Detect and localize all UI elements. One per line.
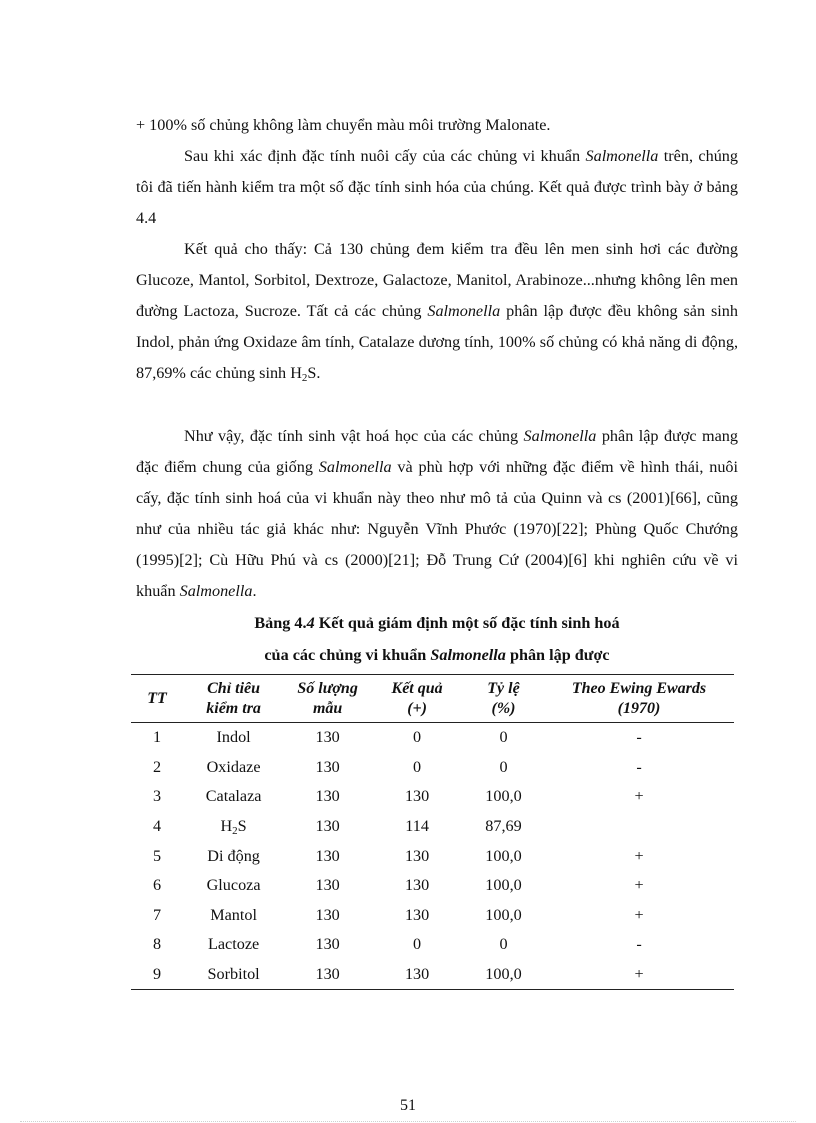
header-sample-count: Số lượng mẫu bbox=[284, 675, 371, 723]
subscript: 2 bbox=[301, 372, 308, 384]
cell-positive: 130 bbox=[404, 787, 430, 806]
cell-criteria: $H_2S$ bbox=[220, 817, 247, 838]
paragraph-results bbox=[136, 234, 738, 389]
table-row bbox=[131, 930, 734, 960]
cell-criteria: Catalaza bbox=[205, 787, 262, 806]
paragraph-text: S. bbox=[307, 364, 321, 382]
paragraph-conclusion bbox=[136, 421, 738, 607]
cell-rate: 100,0 bbox=[485, 846, 522, 865]
cell-reference: + bbox=[634, 876, 644, 895]
cell-rate: 0 bbox=[499, 757, 508, 776]
table-caption-line2 bbox=[136, 640, 738, 671]
genus-name: Salmonella bbox=[427, 302, 501, 320]
cell-tt: 2 bbox=[153, 757, 162, 776]
biochemical-results-table bbox=[131, 674, 734, 990]
cell-reference: + bbox=[634, 787, 644, 806]
cell-criteria: Sorbitol bbox=[183, 960, 284, 990]
genus-name: Salmonella bbox=[523, 427, 597, 445]
table-row bbox=[131, 812, 734, 842]
cell-tt: 9 bbox=[131, 960, 183, 990]
caption-text: của các chủng vi khuẩn bbox=[264, 646, 431, 664]
cell-tt: 5 bbox=[153, 846, 162, 865]
cell-rate: 100,0 bbox=[485, 787, 522, 806]
cell-tt: 8 bbox=[153, 935, 162, 954]
paragraph-text: phân lập được đều không sản sinh Indol, phản ứng Oxidaze âm tính, Catalaze dương tính, 100% số chủng có khả năng di động, 87,69% các chủng sinh H bbox=[136, 302, 738, 382]
genus-name: Salmonella bbox=[179, 582, 253, 600]
cell-rate: 0 bbox=[499, 935, 508, 954]
cell-reference bbox=[544, 812, 734, 842]
paragraph-text: Kết quả cho thấy: Cả 130 chủng đem kiểm tra đều lên men sinh hơi các đường Glucoze, Mantol, Sorbitol, Dextroze, Galactoze, Manitol, Arabinoze...nhưng không lên men đường Lactoza, Sucroze. Tất cả các chủng bbox=[136, 240, 738, 320]
cell-reference: - bbox=[636, 935, 642, 954]
cell-samples: 130 bbox=[315, 728, 340, 747]
cell-samples: 130 bbox=[315, 787, 340, 806]
paragraph-text: . bbox=[252, 582, 257, 600]
cell-samples: 130 bbox=[284, 960, 371, 990]
subscript: 2 bbox=[232, 825, 238, 838]
cell-tt: 1 bbox=[153, 728, 162, 747]
header-positive-result: Kết quả (+) bbox=[371, 675, 463, 723]
table-row bbox=[131, 901, 734, 931]
page-number: 51 bbox=[400, 1097, 416, 1114]
header-criteria: Chỉ tiêu kiểm tra bbox=[183, 675, 284, 723]
cell-rate: 87,69 bbox=[485, 817, 522, 836]
genus-name: Salmonella bbox=[430, 646, 506, 664]
cell-positive: 0 bbox=[413, 757, 422, 776]
table-row bbox=[131, 960, 734, 990]
table-row bbox=[131, 841, 734, 871]
paragraph-text: trên, chúng tôi đã tiến hành kiểm tra một số đặc tính sinh hóa của chúng. Kết quả được trình bày ở bảng 4.4 bbox=[136, 147, 738, 227]
caption-text: phân lập được bbox=[505, 646, 610, 664]
paragraph-malonate bbox=[136, 110, 738, 141]
paragraph-intro-biochem bbox=[136, 141, 738, 234]
cell-rate: 100,0 bbox=[463, 960, 544, 990]
cell-positive: 130 bbox=[371, 960, 463, 990]
cell-samples: 130 bbox=[315, 876, 340, 895]
cell-positive: 130 bbox=[404, 876, 430, 895]
header-tt: TT bbox=[131, 675, 183, 723]
genus-name: Salmonella bbox=[585, 147, 659, 165]
caption-table-number: 4 bbox=[306, 614, 315, 632]
caption-text: Kết quả giám định một số đặc tính sinh hoá bbox=[314, 614, 620, 632]
cell-criteria: Indol bbox=[216, 728, 251, 747]
paragraph-text: Sau khi xác định đặc tính nuôi cấy của các chủng vi khuẩn bbox=[184, 147, 586, 165]
table-row bbox=[131, 753, 734, 783]
table-row bbox=[131, 723, 734, 753]
header-reference: Theo Ewing Ewards (1970) bbox=[544, 675, 734, 723]
cell-samples: 130 bbox=[315, 817, 340, 836]
table-row bbox=[131, 782, 734, 812]
cell-reference: - bbox=[636, 757, 642, 776]
cell-reference: + bbox=[544, 960, 734, 990]
paragraph-text: + 100% số chủng không làm chuyển màu môi trường Malonate. bbox=[136, 116, 551, 134]
genus-name: Salmonella bbox=[318, 458, 392, 476]
cell-positive: 0 bbox=[413, 728, 422, 747]
cell-criteria: Lactoze bbox=[207, 935, 260, 954]
cell-samples: 130 bbox=[315, 935, 340, 954]
cell-samples: 130 bbox=[315, 846, 340, 865]
table-caption-line1 bbox=[136, 608, 738, 639]
table-header-row bbox=[131, 675, 734, 723]
cell-rate: 100,0 bbox=[485, 876, 522, 895]
cell-reference: + bbox=[634, 905, 644, 924]
cell-samples: 130 bbox=[315, 905, 340, 924]
cell-tt: 3 bbox=[153, 787, 162, 806]
header-rate: Tỷ lệ (%) bbox=[463, 675, 544, 723]
cell-tt: 4 bbox=[153, 817, 162, 836]
cell-rate: 100,0 bbox=[485, 905, 522, 924]
cell-criteria: Mantol bbox=[210, 905, 257, 924]
paragraph-text: Như vậy, đặc tính sinh vật hoá học của các chủng bbox=[184, 427, 524, 445]
paragraph-text: phân lập được mang đặc điểm chung của giống bbox=[136, 427, 738, 476]
cell-rate: 0 bbox=[499, 728, 508, 747]
caption-text: Bảng 4. bbox=[254, 614, 307, 632]
cell-criteria: Glucoza bbox=[206, 876, 261, 895]
paragraph-text: và phù hợp với những đặc điểm về hình thái, nuôi cấy, đặc tính sinh hoá của vi khuẩn này theo như mô tả của Quinn và cs (2001)[66], cũng như của nhiều tác giả khác như: Nguyễn Vĩnh Phước (1970)[22]; Phùng Quốc Chướng (1995)[2]; Cù Hữu Phú và cs (2000)[21]; Đỗ Trung Cứ (2004)[6] khi nghiên cứu về vi khuẩn bbox=[136, 458, 739, 600]
cell-criteria: Oxidaze bbox=[206, 757, 261, 776]
cell-positive: 0 bbox=[413, 935, 422, 954]
cell-reference: + bbox=[634, 846, 644, 865]
cell-positive: 130 bbox=[404, 846, 430, 865]
table-row bbox=[131, 871, 734, 901]
cell-samples: 130 bbox=[315, 757, 340, 776]
cell-criteria: Di động bbox=[207, 846, 260, 865]
cell-positive: 114 bbox=[405, 817, 429, 836]
cell-tt: 7 bbox=[153, 905, 162, 924]
cell-reference: - bbox=[636, 728, 642, 747]
cell-positive: 130 bbox=[404, 905, 430, 924]
footer-divider bbox=[20, 1121, 796, 1122]
cell-tt: 6 bbox=[153, 876, 162, 895]
